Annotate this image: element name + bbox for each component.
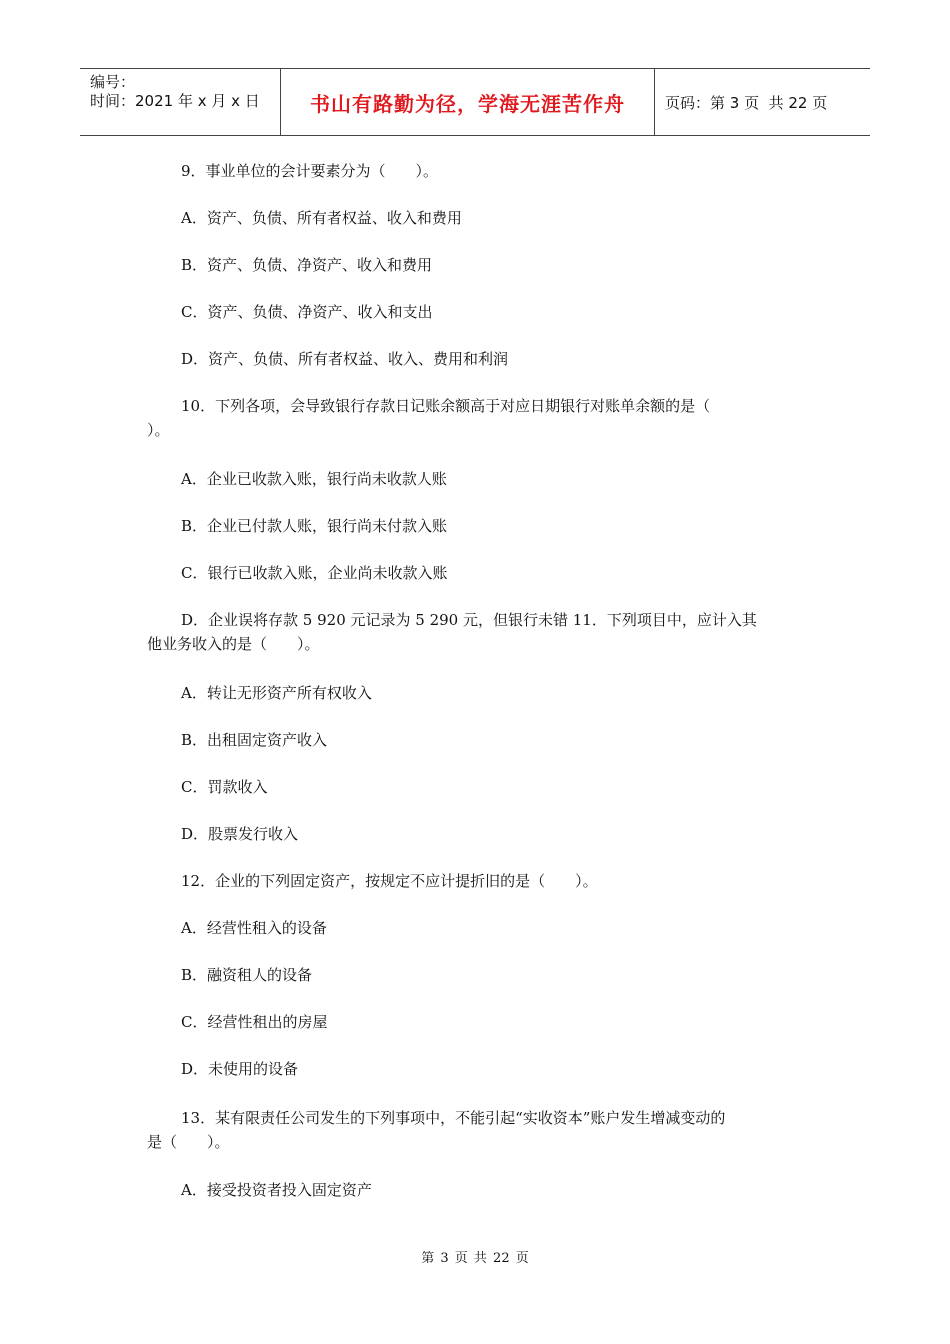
question-13-stem: 13．某有限责任公司发生的下列事项中，不能引起“实收资本”账户发生增减变动的 bbox=[181, 1109, 726, 1127]
question-9-option-c: C．资产、负债、净资产、收入和支出 bbox=[181, 303, 433, 321]
question-10-stem-continued: ）。 bbox=[147, 421, 170, 439]
header-motto: 书山有路勤为径，学海无涯苦作舟 bbox=[281, 69, 655, 135]
question-9-option-b: B．资产、负债、净资产、收入和费用 bbox=[181, 256, 433, 274]
question-9-option-a: A．资产、负债、所有者权益、收入和费用 bbox=[181, 209, 462, 227]
question-10-option-d: D．企业误将存款 5 920 元记录为 5 290 元，但银行未错 11．下列项目中，应计入其 bbox=[181, 611, 757, 629]
document-number-label: 编号： bbox=[90, 73, 136, 91]
question-13-option-a: A．接受投资者投入固定资产 bbox=[181, 1181, 372, 1199]
question-12-stem: 12．企业的下列固定资产，按规定不应计提折旧的是（ ）。 bbox=[181, 872, 598, 890]
question-12-option-b: B．融资租人的设备 bbox=[181, 966, 313, 984]
question-12-option-d: D．未使用的设备 bbox=[181, 1060, 299, 1078]
question-11-option-d: D．股票发行收入 bbox=[181, 825, 299, 843]
page-header bbox=[80, 68, 870, 136]
question-13-stem-continued: 是（ ）。 bbox=[147, 1133, 230, 1151]
question-11-option-c: C．罚款收入 bbox=[181, 778, 268, 796]
page-footer: 第 3 页 共 22 页 bbox=[421, 1251, 529, 1266]
question-11-option-b: B．出租固定资产收入 bbox=[181, 731, 328, 749]
question-10-option-b: B．企业已付款人账，银行尚未付款入账 bbox=[181, 517, 448, 535]
question-9-option-d: D．资产、负债、所有者权益、收入、费用和利润 bbox=[181, 350, 509, 368]
header-meta bbox=[80, 69, 281, 135]
header-page-number: 页码：第 3 页 共 22 页 bbox=[665, 93, 828, 112]
question-11-option-a: A．转让无形资产所有权收入 bbox=[181, 684, 372, 702]
question-10-option-a: A．企业已收款入账，银行尚未收款人账 bbox=[181, 470, 447, 488]
question-10-stem: 10．下列各项，会导致银行存款日记账余额高于对应日期银行对账单余额的是（ bbox=[181, 397, 711, 415]
document-date-label: 时间：2021 年 x 月 x 日 bbox=[90, 92, 260, 110]
question-12-option-c: C．经营性租出的房屋 bbox=[181, 1013, 328, 1031]
question-11-stem-continued: 他业务收入的是（ ）。 bbox=[147, 635, 320, 653]
question-9-stem: 9．事业单位的会计要素分为（ ）。 bbox=[181, 162, 439, 180]
question-10-option-c: C．银行已收款入账，企业尚未收款入账 bbox=[181, 564, 448, 582]
question-12-option-a: A．经营性租入的设备 bbox=[181, 919, 327, 937]
